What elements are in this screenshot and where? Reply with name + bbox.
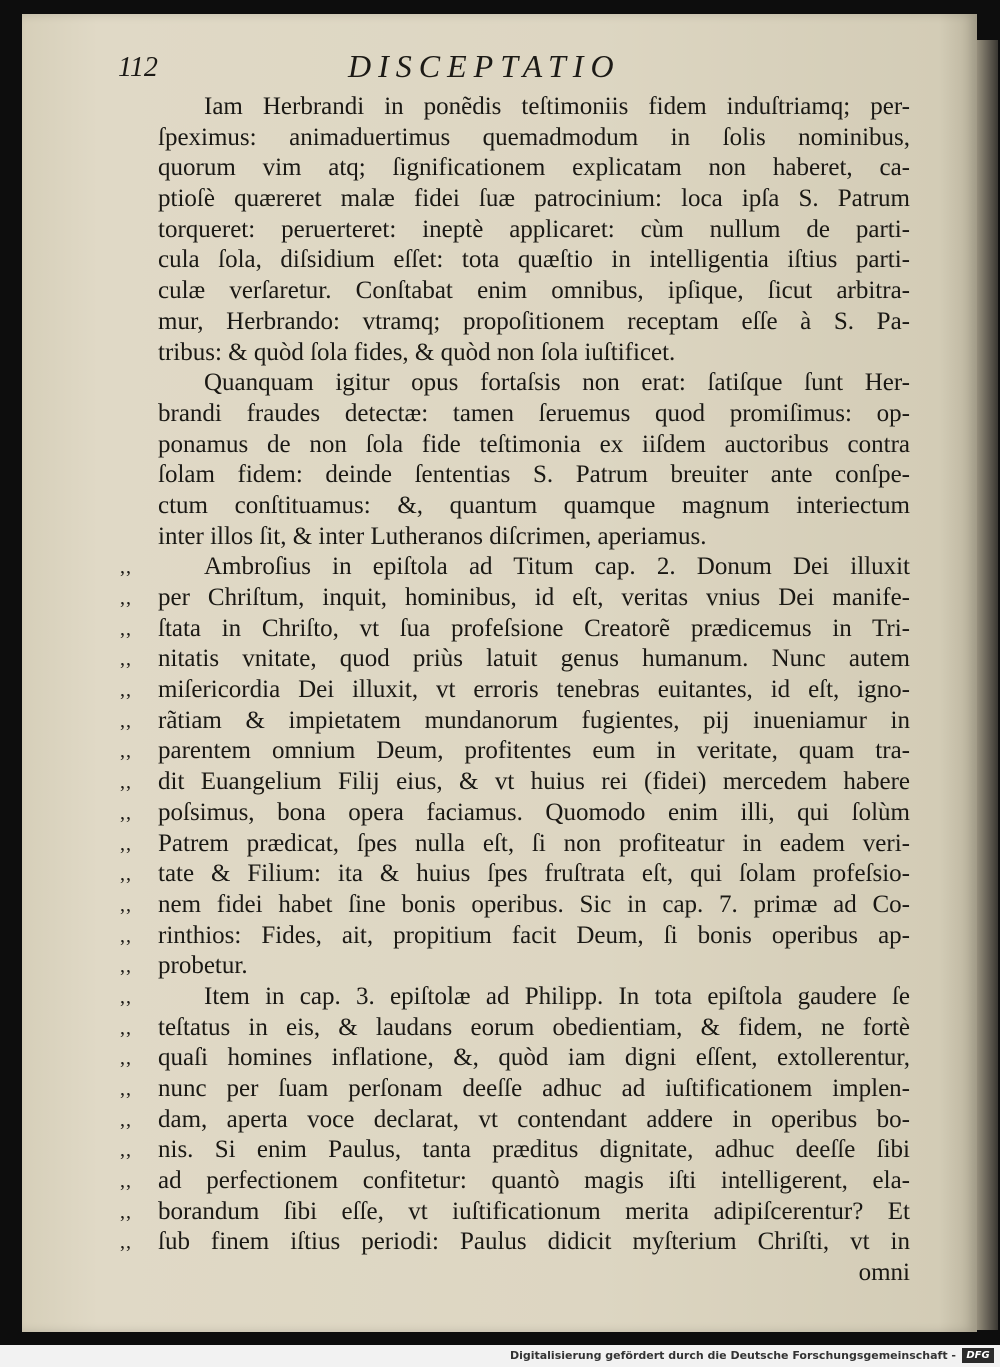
quotation-marker: ,,: [120, 1108, 132, 1131]
line-text: ſolam fidem: deinde ſententias S. Patrum breuiter ante conſpe-: [158, 461, 910, 489]
line-text: nunc per ſuam perſonam deeſſe adhuc ad iuſtificationem implen-: [158, 1075, 910, 1102]
running-title: DISCEPTATIO: [348, 48, 621, 84]
quotation-marker: ,,: [120, 1231, 132, 1254]
text-line: [120, 1197, 910, 1228]
text-line: [120, 644, 910, 675]
text-line: [120, 798, 910, 829]
line-text: nem fidei habet ſine bonis operibus. Sic in cap. 7. primæ ad Co-: [158, 890, 910, 918]
page-header: [118, 48, 658, 92]
quotation-marker: ,,: [120, 893, 132, 916]
quotation-marker: ,,: [120, 617, 132, 640]
text-line: [120, 1135, 910, 1166]
text-line: [120, 1043, 910, 1074]
text-line: [120, 92, 910, 123]
line-text: Iam Herbrandi in ponẽdis teſtimoniis fidem induſtriamq; per-: [204, 93, 910, 120]
text-line: [120, 552, 910, 583]
paragraph: [120, 552, 910, 982]
line-text: Quanquam igitur opus fortaſsis non erat: ſatiſque ſunt Her-: [204, 369, 910, 397]
text-line: [120, 982, 910, 1013]
text-line: [120, 276, 910, 307]
text-line: [120, 614, 910, 645]
line-text: culæ verſaretur. Conſtabat enim omnibus, ipſique, ſicut arbitra-: [158, 277, 910, 305]
line-text: poſsimus, bona opera faciamus. Quomodo enim illi, qui ſolùm: [158, 798, 910, 826]
text-line: [120, 1074, 910, 1105]
text-line: [120, 491, 910, 522]
line-text: tate & Filium: ita & huius ſpes fruſtrata eſt, qui ſolam profeſsio-: [158, 860, 910, 888]
text-line: [120, 368, 910, 399]
text-line: [120, 736, 910, 767]
text-line: [120, 1105, 910, 1136]
line-text: ptioſè quæreret malæ fidei ſuæ patrocinium: loca ipſa S. Patrum: [158, 185, 910, 213]
quotation-marker: ,,: [120, 1047, 132, 1070]
line-text: ſtata in Chriſto, vt ſua profeſsione Creatorẽ prædicemus in Tri-: [158, 614, 910, 642]
line-text: torqueret: peruerteret: ineptè applicaret: cùm nullum de parti-: [158, 215, 910, 243]
quotation-marker: ,,: [120, 955, 132, 978]
quotation-marker: ,,: [120, 679, 132, 702]
line-text: cula ſola, diſsidium eſſet: tota quæſtio in intelligentia iſtius parti-: [158, 246, 910, 274]
text-line: [120, 890, 910, 921]
text-line: [120, 522, 910, 553]
text-line: [120, 675, 910, 706]
line-text: nis. Si enim Paulus, tanta præditus dignitate, adhuc deeſſe ſibi: [158, 1136, 910, 1164]
line-text: ctum conſtituamus: &, quantum quamque magnum interiectum: [158, 491, 910, 519]
quotation-marker: ,,: [120, 1139, 132, 1162]
text-line: [120, 859, 910, 890]
footer-credit: Digitalisierung gefördert durch die Deutsche Forschungsgemeinschaft -: [509, 1349, 956, 1362]
quotation-marker: ,,: [120, 863, 132, 886]
paragraph: [120, 368, 910, 552]
line-text: Patrem prædicat, ſpes nulla eſt, ſi non profiteatur in eadem veri-: [158, 829, 910, 857]
quotation-marker: ,,: [120, 587, 132, 609]
quotation-marker: ,,: [120, 924, 132, 947]
text-line: [120, 921, 910, 952]
line-text: borandum ſibi eſſe, vt iuſtificationum merita adipiſcerentur? Et: [158, 1197, 910, 1225]
quotation-marker: ,,: [120, 985, 132, 1008]
text-line: [120, 307, 910, 338]
quotation-marker: ,,: [120, 648, 132, 671]
text-line: [120, 430, 910, 461]
text-line: [120, 583, 910, 614]
quotation-marker: ,,: [120, 771, 132, 794]
text-line: [120, 767, 910, 798]
text-line: [120, 184, 910, 215]
line-text: rinthios: Fides, ait, propitium facit Deum, ſi bonis operibus ap-: [158, 921, 910, 949]
paragraph: [120, 982, 910, 1258]
text-line: [120, 460, 910, 491]
line-text: parentem omnium Deum, profitentes eum in veritate, quam tra-: [158, 737, 910, 765]
text-line: [120, 706, 910, 737]
line-text: ponamus de non ſola fide teſtimonia ex iiſdem auctoribus contra: [158, 430, 910, 458]
quotation-marker: ,,: [120, 556, 132, 579]
paragraph: [120, 92, 910, 368]
line-text: dit Euangelium Filij eius, & vt huius rei (fidei) mercedem habere: [158, 768, 910, 796]
line-text: mur, Herbrando: vtramq; propoſitionem receptam eſſe à S. Pa-: [158, 307, 910, 335]
text-line: [120, 245, 910, 276]
page-number: 112: [118, 52, 158, 83]
line-text: miſericordia Dei illuxit, vt erroris tenebras euitantes, id eſt, igno-: [158, 676, 910, 704]
line-text: ad perfectionem confitetur: quantò magis iſti intelligerent, ela-: [158, 1167, 910, 1195]
line-text: probetur.: [158, 952, 248, 980]
body-text: [120, 92, 910, 1289]
quotation-marker: ,,: [120, 1016, 132, 1039]
text-line: [120, 123, 910, 154]
text-line: [120, 338, 910, 369]
catchword: omni: [858, 1259, 910, 1287]
text-line: [120, 153, 910, 184]
text-line: [120, 1227, 910, 1258]
line-text: tribus: & quòd ſola fides, & quòd non ſola iuſtificet.: [158, 338, 676, 366]
line-text: quaſi homines inflatione, &, quòd iam digni eſſent, extollerentur,: [158, 1044, 910, 1072]
line-text: ſpeximus: animaduertimus quemadmodum in ſolis nominibus,: [158, 123, 910, 151]
line-text: Ambroſius in epiſtola ad Titum cap. 2. Donum Dei illuxit: [204, 553, 910, 581]
line-text: teſtatus in eis, & laudans eorum obedientiam, & fidem, ne fortè: [158, 1013, 910, 1041]
text-line: [120, 1166, 910, 1197]
footer-bar: [0, 1345, 1000, 1367]
text-line: [120, 951, 910, 982]
line-text: nitatis vnitate, quod priùs latuit genus humanum. Nunc autem: [158, 645, 910, 673]
text-line: [120, 829, 910, 860]
text-line: [120, 1013, 910, 1044]
text-line: [120, 215, 910, 246]
line-text: rãtiam & impietatem mundanorum fugientes, pij inueniamur in: [158, 706, 910, 734]
line-text: per Chriſtum, inquit, hominibus, id eſt, veritas vnius Dei manife-: [158, 584, 910, 611]
quotation-marker: ,,: [120, 801, 132, 824]
line-text: Item in cap. 3. epiſtolæ ad Philipp. In tota epiſtola gaudere ſe: [204, 982, 910, 1010]
line-text: quorum vim atq; ſignificationem explicatam non haberet, ca-: [158, 154, 910, 182]
text-line: [120, 399, 910, 430]
quotation-marker: ,,: [120, 832, 132, 855]
quotation-marker: ,,: [120, 1078, 132, 1100]
line-text: dam, aperta voce declarat, vt contendant addere in operibus bo-: [158, 1105, 910, 1133]
quotation-marker: ,,: [120, 1170, 132, 1193]
quotation-marker: ,,: [120, 709, 132, 732]
line-text: ſub finem iſtius periodi: Paulus didicit myſterium Chriſti, vt in: [158, 1228, 910, 1256]
catchword-line: [120, 1258, 910, 1289]
line-text: brandi fraudes detectæ: tamen ſeruemus quod promiſimus: op-: [158, 399, 910, 427]
quotation-marker: ,,: [120, 1200, 132, 1223]
line-text: inter illos ſit, & inter Lutheranos diſcrimen, aperiamus.: [158, 522, 707, 550]
quotation-marker: ,,: [120, 740, 132, 763]
dfg-logo: DFG: [962, 1348, 994, 1363]
